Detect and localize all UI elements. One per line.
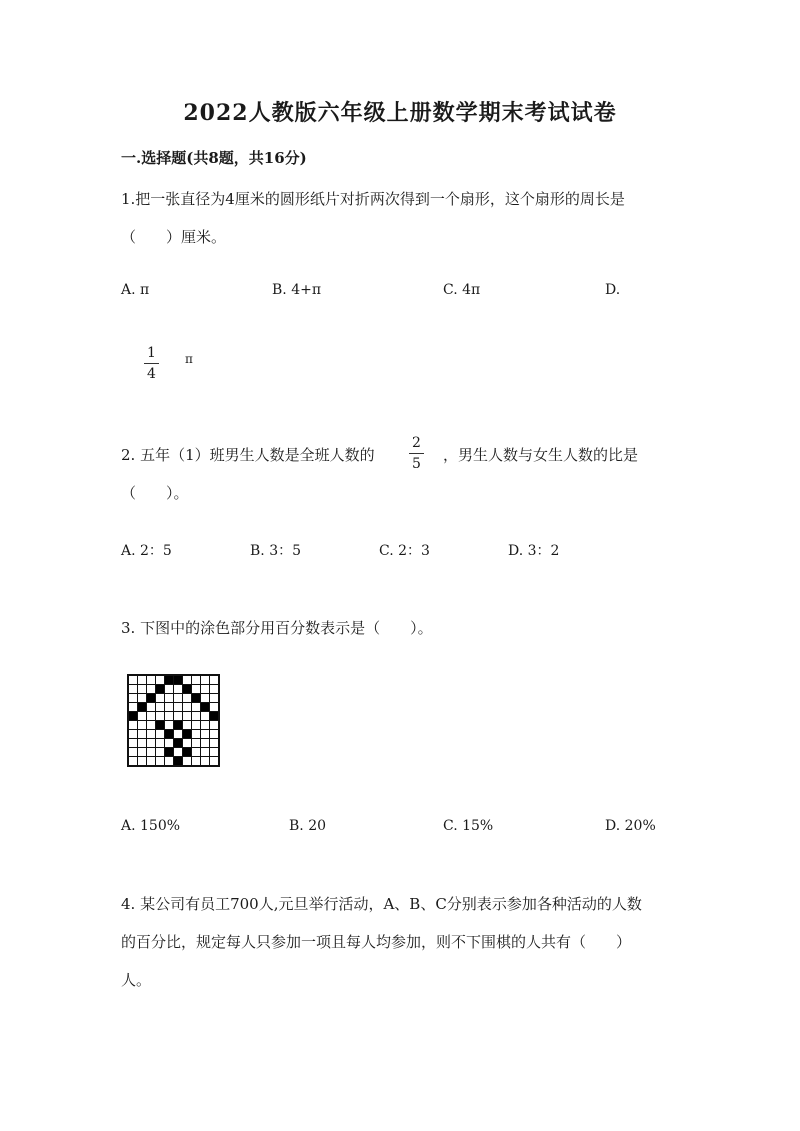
q4-text-line1: 4. 某公司有员工700人,元旦举行活动，A、B、C分别表示参加各种活动的人数 <box>121 895 642 913</box>
grid-cell <box>192 703 201 712</box>
q1-option-d[interactable]: D. <box>605 282 621 298</box>
grid-cell <box>147 739 156 748</box>
grid-cell <box>201 675 210 685</box>
q2-option-b[interactable]: B. 3：5 <box>250 543 302 559</box>
grid-cell <box>183 703 192 712</box>
q4-text-line2: 的百分比，规定每人只参加一项且每人均参加，则不下围棋的人共有（ ） <box>121 933 632 951</box>
fraction-numerator: 2 <box>409 436 424 454</box>
grid-cell <box>165 712 174 721</box>
grid-cell <box>128 703 138 712</box>
grid-cell <box>128 685 138 694</box>
grid-cell <box>192 748 201 757</box>
grid-cell <box>174 694 183 703</box>
q1-option-a[interactable]: A. π <box>121 282 150 298</box>
grid-cell <box>201 757 210 767</box>
grid-cell <box>138 721 147 730</box>
grid-cell-shaded <box>183 748 192 757</box>
grid-cell-shaded <box>147 694 156 703</box>
grid-cell <box>183 694 192 703</box>
q2-text-line2: （ ）。 <box>121 484 189 502</box>
grid-cell <box>210 721 220 730</box>
grid-cell <box>174 730 183 739</box>
grid-cell <box>183 712 192 721</box>
q2-fraction <box>409 436 424 471</box>
grid-cell <box>128 757 138 767</box>
grid-cell <box>138 739 147 748</box>
grid-cell <box>201 694 210 703</box>
grid-cell <box>192 730 201 739</box>
grid-cell-shaded <box>156 721 165 730</box>
grid-cell <box>201 739 210 748</box>
grid-cell-shaded <box>192 694 201 703</box>
fraction-denominator: 4 <box>147 366 156 382</box>
q3-grid-figure <box>127 674 220 767</box>
q3-option-c[interactable]: C. 15% <box>443 818 494 834</box>
grid-cell <box>192 757 201 767</box>
grid-cell <box>165 721 174 730</box>
grid-cell-shaded <box>201 703 210 712</box>
grid-cell <box>147 685 156 694</box>
q1-option-d-pi: π <box>185 352 193 366</box>
q3-option-d[interactable]: D. 20% <box>605 818 656 834</box>
shaded-grid <box>127 674 220 767</box>
grid-cell <box>192 721 201 730</box>
grid-cell <box>210 730 220 739</box>
grid-cell <box>201 721 210 730</box>
grid-cell <box>156 730 165 739</box>
grid-cell <box>128 739 138 748</box>
grid-cell <box>138 675 147 685</box>
grid-cell <box>128 730 138 739</box>
grid-cell <box>147 757 156 767</box>
q3-option-b[interactable]: B. 20 <box>289 818 327 834</box>
q2-option-a[interactable]: A. 2：5 <box>121 543 172 559</box>
grid-cell <box>147 675 156 685</box>
grid-cell <box>128 694 138 703</box>
grid-cell <box>183 721 192 730</box>
grid-cell-shaded <box>174 739 183 748</box>
grid-cell <box>138 712 147 721</box>
grid-cell <box>156 703 165 712</box>
grid-cell <box>210 748 220 757</box>
grid-cell <box>192 739 201 748</box>
grid-cell-shaded <box>165 675 174 685</box>
fraction-denominator: 5 <box>412 456 421 472</box>
q3-text: 3. 下图中的涂色部分用百分数表示是（ ）。 <box>121 619 433 637</box>
grid-cell <box>138 748 147 757</box>
grid-cell <box>138 730 147 739</box>
q2-text-after: ，男生人数与女生人数的比是 <box>443 446 639 464</box>
q2-option-c[interactable]: C. 2：3 <box>379 543 430 559</box>
q1-option-b[interactable]: B. 4+π <box>272 282 322 298</box>
grid-cell <box>138 685 147 694</box>
grid-cell <box>210 685 220 694</box>
grid-cell <box>183 739 192 748</box>
grid-cell <box>156 675 165 685</box>
grid-cell <box>147 712 156 721</box>
grid-cell <box>165 739 174 748</box>
grid-cell <box>138 757 147 767</box>
grid-cell-shaded <box>174 675 183 685</box>
grid-cell <box>192 712 201 721</box>
grid-cell <box>147 748 156 757</box>
grid-cell <box>147 703 156 712</box>
page-title: 2022人教版六年级上册数学期末考试试卷 <box>183 100 617 126</box>
grid-cell <box>128 721 138 730</box>
grid-cell-shaded <box>174 721 183 730</box>
grid-cell <box>183 757 192 767</box>
grid-cell <box>183 675 192 685</box>
grid-cell-shaded <box>174 757 183 767</box>
grid-cell <box>210 739 220 748</box>
grid-cell-shaded <box>210 712 220 721</box>
q1-option-d-fraction <box>144 346 159 381</box>
grid-cell-shaded <box>183 730 192 739</box>
grid-cell <box>201 685 210 694</box>
grid-cell <box>192 685 201 694</box>
q4-text-line3: 人。 <box>121 971 152 989</box>
grid-cell <box>165 703 174 712</box>
grid-cell-shaded <box>165 748 174 757</box>
grid-cell-shaded <box>165 730 174 739</box>
q3-option-a[interactable]: A. 150% <box>121 818 181 834</box>
grid-cell <box>156 739 165 748</box>
grid-cell <box>192 675 201 685</box>
grid-cell <box>165 757 174 767</box>
q1-text-line1: 1.把一张直径为4厘米的圆形纸片对折两次得到一个扇形，这个扇形的周长是 <box>121 190 625 208</box>
grid-cell <box>210 757 220 767</box>
grid-cell <box>147 730 156 739</box>
q2-text-before: 2. 五年（1）班男生人数是全班人数的 <box>121 446 375 464</box>
grid-cell <box>174 748 183 757</box>
grid-cell-shaded <box>183 685 192 694</box>
grid-cell <box>201 730 210 739</box>
q1-text-line2: （ ）厘米。 <box>121 228 227 246</box>
q1-option-c[interactable]: C. 4π <box>443 282 481 298</box>
grid-cell <box>138 694 147 703</box>
fraction-numerator: 1 <box>144 346 159 364</box>
grid-cell-shaded <box>128 712 138 721</box>
grid-cell <box>128 675 138 685</box>
grid-cell <box>201 748 210 757</box>
grid-cell-shaded <box>138 703 147 712</box>
grid-cell <box>165 694 174 703</box>
grid-cell <box>210 675 220 685</box>
grid-cell <box>156 712 165 721</box>
grid-cell <box>156 757 165 767</box>
grid-cell <box>165 685 174 694</box>
grid-cell <box>174 703 183 712</box>
q2-option-d[interactable]: D. 3：2 <box>508 543 560 559</box>
grid-cell <box>174 712 183 721</box>
grid-cell <box>210 703 220 712</box>
grid-cell <box>147 721 156 730</box>
grid-cell <box>210 694 220 703</box>
section-heading: 一.选择题(共8题，共16分) <box>121 149 307 167</box>
grid-cell <box>156 694 165 703</box>
grid-cell <box>156 748 165 757</box>
grid-cell <box>201 712 210 721</box>
grid-cell <box>174 685 183 694</box>
grid-cell <box>128 748 138 757</box>
grid-cell-shaded <box>156 685 165 694</box>
